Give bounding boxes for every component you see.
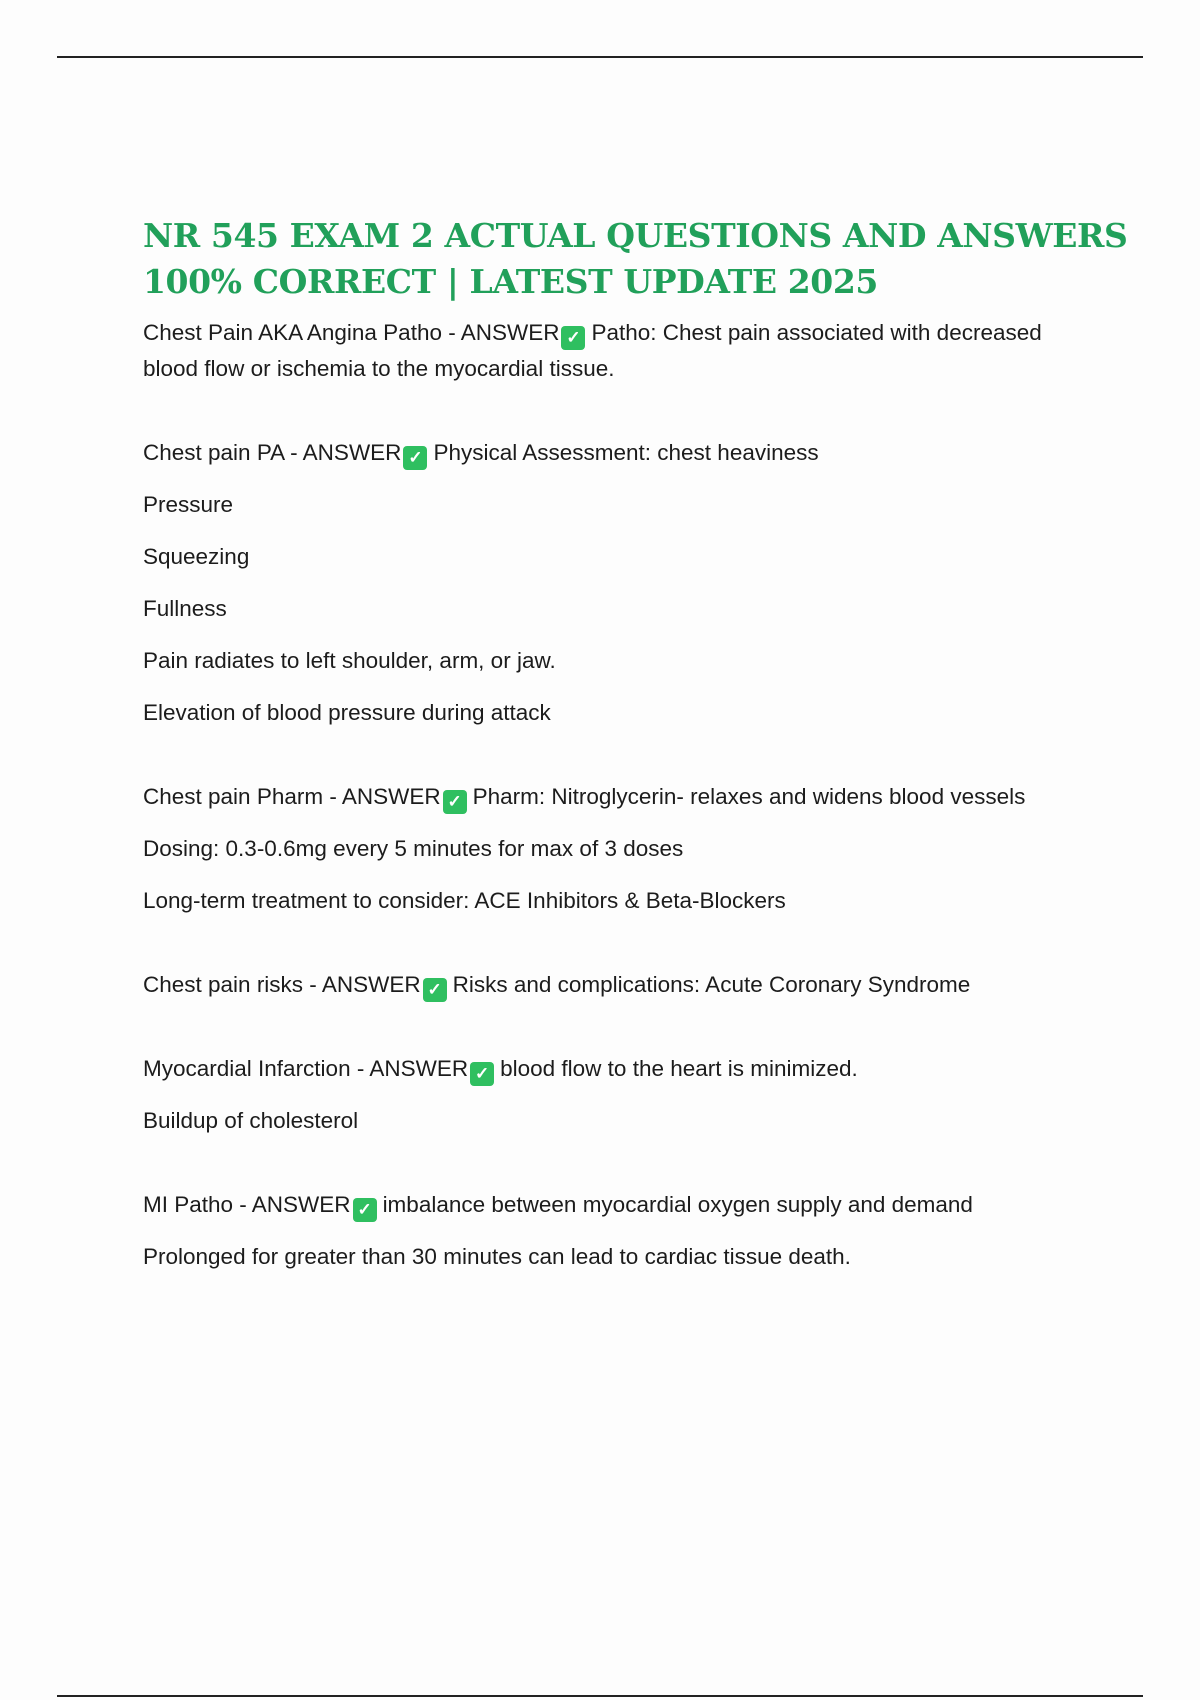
question-text: Chest Pain AKA Angina Patho - ANSWER bbox=[143, 320, 560, 345]
question-text: Myocardial Infarction - ANSWER bbox=[143, 1056, 469, 1081]
answer-extra-line: Buildup of cholesterol bbox=[143, 1108, 359, 1133]
answer-text: Risks and complications: Acute Coronary Syndrome bbox=[452, 972, 971, 997]
answer-text: imbalance between myocardial oxygen supply and demand bbox=[382, 1192, 973, 1217]
top-rule bbox=[57, 56, 1143, 58]
qa-item bbox=[143, 1187, 1073, 1275]
check-mark-icon: ✓ bbox=[470, 1062, 494, 1086]
answer-extra-line: Fullness bbox=[143, 596, 227, 621]
qa-main-line bbox=[143, 315, 1073, 387]
document-body bbox=[143, 213, 1128, 1323]
qa-item bbox=[143, 967, 1073, 1003]
qa-main-line bbox=[143, 1187, 1073, 1223]
title-line-2: 100% CORRECT | LATEST UPDATE 2025 bbox=[143, 262, 878, 301]
answer-extra-line: Elevation of blood pressure during attack bbox=[143, 700, 551, 725]
qa-item bbox=[143, 1051, 1073, 1139]
question-text: Chest pain PA - ANSWER bbox=[143, 440, 402, 465]
title-line-1: NR 545 EXAM 2 ACTUAL QUESTIONS AND ANSWERS bbox=[143, 216, 1128, 255]
answer-text: blood flow to the heart is minimized. bbox=[500, 1056, 858, 1081]
question-text: Chest pain Pharm - ANSWER bbox=[143, 784, 441, 809]
question-text: Chest pain risks - ANSWER bbox=[143, 972, 421, 997]
check-mark-icon: ✓ bbox=[443, 790, 467, 814]
answer-text: Patho: Chest pain associated with decreased blood flow or ischemia to the myocardial tissue. bbox=[143, 320, 1042, 381]
check-mark-icon: ✓ bbox=[423, 978, 447, 1002]
answer-extra-line: Long-term treatment to consider: ACE Inhibitors & Beta-Blockers bbox=[143, 888, 786, 913]
check-mark-icon: ✓ bbox=[403, 446, 427, 470]
bottom-rule bbox=[57, 1695, 1143, 1697]
check-mark-icon: ✓ bbox=[353, 1198, 377, 1222]
answer-text: Pharm: Nitroglycerin- relaxes and widens blood vessels bbox=[472, 784, 1026, 809]
answer-extra-line: Dosing: 0.3-0.6mg every 5 minutes for max of 3 doses bbox=[143, 836, 684, 861]
qa-main-line bbox=[143, 779, 1073, 815]
question-text: MI Patho - ANSWER bbox=[143, 1192, 351, 1217]
qa-main-line bbox=[143, 967, 1073, 1003]
qa-main-line bbox=[143, 1051, 1073, 1087]
answer-text: Physical Assessment: chest heaviness bbox=[433, 440, 819, 465]
document-title bbox=[143, 213, 1128, 305]
answer-extra-line: Squeezing bbox=[143, 544, 250, 569]
answer-extra-line: Pressure bbox=[143, 492, 234, 517]
check-mark-icon: ✓ bbox=[561, 326, 585, 350]
answer-extra-line: Pain radiates to left shoulder, arm, or jaw. bbox=[143, 648, 556, 673]
qa-item bbox=[143, 435, 1073, 731]
qa-item bbox=[143, 779, 1073, 919]
answer-extra-line: Prolonged for greater than 30 minutes can lead to cardiac tissue death. bbox=[143, 1244, 851, 1269]
qa-main-line bbox=[143, 435, 1073, 471]
qa-item bbox=[143, 315, 1073, 387]
